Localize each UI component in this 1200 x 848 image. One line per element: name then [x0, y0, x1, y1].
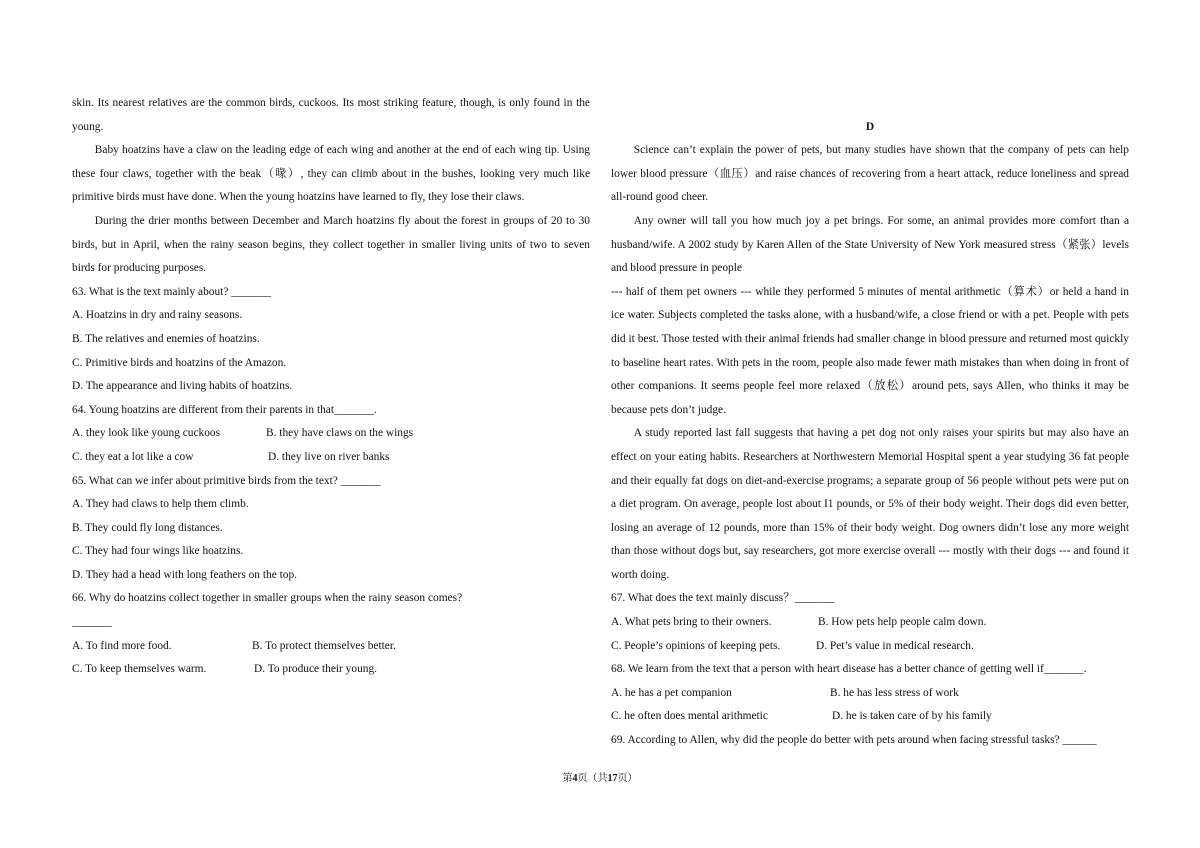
question-66: 66. Why do hoatzins collect together in smaller groups when the rainy season comes? [72, 592, 463, 605]
q67-option-c: C. People’s opinions of keeping pets. [611, 639, 781, 652]
right-column [611, 92, 1129, 753]
q68-option-d: D. he is taken care of by his family [832, 710, 992, 723]
q66-option-b: B. To protect themselves better. [252, 639, 396, 652]
q64-option-b: B. they have claws on the wings [266, 427, 414, 440]
left-column [72, 92, 590, 682]
passage-d-p2a: Any owner will tall you how much joy a pet brings. For some, an animal provides more comfort than a husband/wife. A 2002 study by Karen Allen of the State University of New York measured stress（紧张）levels and blood pressure in people [611, 214, 1129, 275]
q65-option-d: D. They had a head with long feathers on the top. [72, 568, 298, 581]
passage-d-p2b: --- half of them pet owners --- while they performed 5 minutes of mental arithmetic（算术）or held a hand in ice water. Subjects completed the tasks alone, with a husband/wife, a close friend or with a pet. People with pets did it best. Those tested with their animal friends had smaller change in blood pressure and returned most quickly to baseline heart rates. With pets in the room, people also made fewer math mistakes than when doing in front of other companions. It seems people feel more relaxed（放松）around pets, says Allen, who thinks it may be because pets don’t judge. [611, 285, 1129, 416]
q63-option-a: A. Hoatzins in dry and rainy seasons. [72, 309, 243, 322]
question-63: 63. What is the text mainly about? _______ [72, 285, 272, 298]
q66-options-row-2 [72, 658, 590, 682]
question-69: 69. According to Allen, why did the people do better with pets around when facing stressful tasks? ______ [611, 734, 1097, 747]
q68-option-c: C. he often does mental arithmetic [611, 710, 768, 723]
q65-option-a: A. They had claws to help them climb. [72, 498, 249, 511]
question-68: 68. We learn from the text that a person with heart disease has a better chance of getting well if_______. [611, 663, 1087, 676]
section-heading-d: D [865, 120, 875, 133]
q68-option-b: B. he has less stress of work [830, 686, 959, 699]
q66-options-row-1 [72, 635, 590, 659]
passage-d-p1: Science can’t explain the power of pets, but many studies have shown that the company of pets can help lower blood pressure（血压）and raise chances of recovering from a heart attack, reduce loneliness and spread all-round good cheer. [611, 144, 1129, 204]
q66-option-a: A. To find more food. [72, 639, 172, 652]
passage-c-intro: skin. Its nearest relatives are the common birds, cuckoos. Its most striking feature, though, is only found in the young. [72, 97, 590, 133]
question-67: 67. What does the text mainly discuss？_______ [611, 592, 835, 605]
page-footer [0, 772, 1200, 786]
question-64: 64. Young hoatzins are different from their parents in that_______. [72, 403, 377, 416]
q64-option-a: A. they look like young cuckoos [72, 427, 221, 440]
question-66-blank: _______ [72, 616, 112, 629]
q64-option-d: D. they live on river banks [268, 450, 390, 463]
footer-prefix: 第 [562, 773, 573, 784]
q65-option-c: C. They had four wings like hoatzins. [72, 545, 244, 558]
q63-option-c: C. Primitive birds and hoatzins of the Amazon. [72, 356, 287, 369]
footer-suffix: 页） [617, 773, 638, 784]
q63-option-b: B. The relatives and enemies of hoatzins. [72, 332, 260, 345]
q64-options-row-2 [72, 446, 590, 470]
q67-options-row-2 [611, 635, 1129, 659]
footer-total-pages: 17 [607, 773, 618, 784]
q67-option-d: D. Pet’s value in medical research. [816, 639, 974, 652]
q68-options-row-2 [611, 705, 1129, 729]
q64-option-c: C. they eat a lot like a cow [72, 450, 194, 463]
q68-option-a: A. he has a pet companion [611, 686, 732, 699]
q68-options-row-1 [611, 682, 1129, 706]
passage-d-p3: A study reported last fall suggests that having a pet dog not only raises your spirits but may also have an effect on your eating habits. Researchers at Northwestern Memorial Hospital spent a year studying 36 fat people and their equally fat dogs on diet-and-exercise programs; a separate group of 56 people without pets were put on a diet program. On average, people lost about I1 pounds, or 5% of their body weight. Their dogs did even better, losing an average of 12 pounds, more than 15% of their body weight. Dog owners didn’t lose any more weight than those without dogs but, say researchers, got more exercise overall --- mostly with their dogs --- and found it worth doing. [611, 427, 1129, 581]
passage-c-seasons: During the drier months between December and March hoatzins fly about the forest in groups of 20 to 30 birds, but in April, when the rainy season begins, they collect together in smaller living units of two to seven birds for producing purposes. [72, 214, 590, 275]
q67-options-row-1 [611, 611, 1129, 635]
q64-options-row-1 [72, 422, 590, 446]
q66-option-d: D. To produce their young. [254, 663, 377, 676]
footer-page-number: 4 [572, 773, 578, 784]
q67-option-a: A. What pets bring to their owners. [611, 616, 772, 629]
q63-option-d: D. The appearance and living habits of hoatzins. [72, 380, 293, 393]
q65-option-b: B. They could fly long distances. [72, 521, 223, 534]
footer-mid: 页（共 [577, 773, 608, 784]
question-65: 65. What can we infer about primitive birds from the text? _______ [72, 474, 381, 487]
q66-option-c: C. To keep themselves warm. [72, 663, 207, 676]
q67-option-b: B. How pets help people calm down. [818, 616, 987, 629]
passage-c-claws: Baby hoatzins have a claw on the leading edge of each wing and another at the end of each wing tip. Using these four claws, together with the beak（喙）, they can climb about in the bushes, looking very much like primitive birds must have done. When the young hoatzins have learned to fly, they lose their claws. [72, 144, 590, 204]
